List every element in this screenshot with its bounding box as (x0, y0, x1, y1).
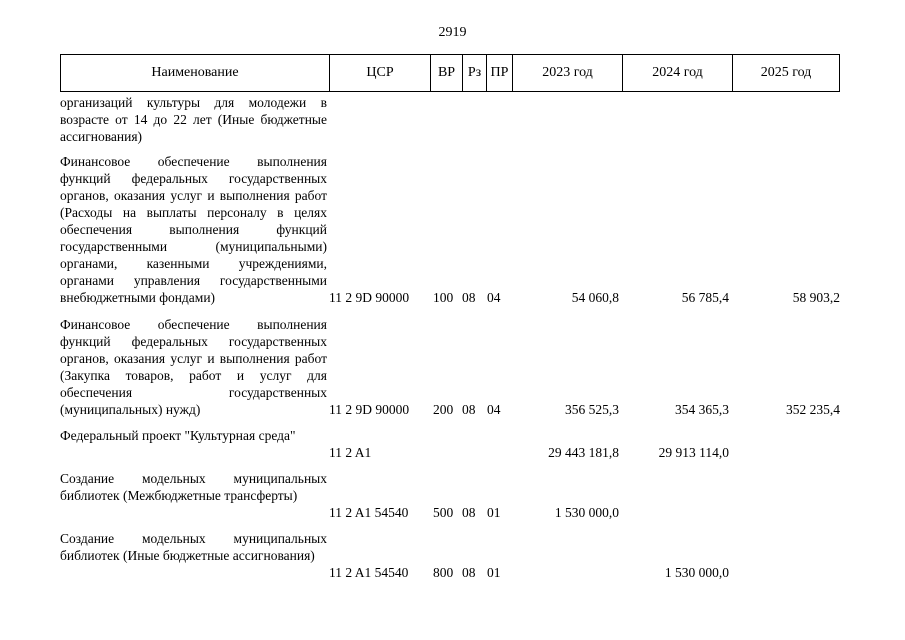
row-name: организаций культуры для молодежи в возрасте от 14 до 22 лет (Иные бюджетные ассигнования) (60, 95, 327, 144)
row-name: Финансовое обеспечение выполнения функций федеральных государственных органов, оказания услуг и выполнения работ (Закупка товаров, работ и услуг для обеспечения государственных (муниципальных) нужд) (60, 317, 327, 417)
row-2024: 1 530 000,0 (664, 565, 729, 580)
row-2023: 1 530 000,0 (554, 505, 619, 520)
header-name: Наименование (61, 55, 330, 91)
row-name: Создание модельных муниципальных библиотек (Иные бюджетные ассигнования) (60, 531, 327, 563)
row-2024: 354 365,3 (675, 402, 729, 417)
row-csr: 11 2 9D 90000 (329, 290, 410, 305)
table-row (60, 94, 840, 145)
row-rz: 08 (462, 290, 476, 305)
row-2023: 29 443 181,8 (548, 445, 619, 460)
page-number: 2919 (438, 25, 467, 40)
header-pr: ПР (487, 55, 513, 91)
row-name: Создание модельных муниципальных библиотек (Межбюджетные трансферты) (60, 471, 327, 503)
table-row (60, 470, 840, 521)
header-2024: 2024 год (623, 55, 733, 91)
row-2024: 29 913 114,0 (658, 445, 729, 460)
row-2025: 58 903,2 (792, 290, 840, 305)
row-2023: 54 060,8 (571, 290, 619, 305)
row-pr: 04 (487, 402, 501, 417)
header-rz: Рз (463, 55, 487, 91)
row-pr: 04 (487, 290, 501, 305)
row-vr: 200 (433, 402, 454, 417)
row-name: Федеральный проект "Культурная среда" (60, 428, 296, 443)
row-2024: 56 785,4 (681, 290, 729, 305)
table-row (60, 427, 840, 461)
row-2023: 356 525,3 (565, 402, 619, 417)
row-csr: 11 2 A1 54540 (329, 565, 409, 580)
row-rz: 08 (462, 565, 476, 580)
header-2025: 2025 год (760, 65, 812, 80)
row-vr: 500 (433, 505, 454, 520)
row-name: Финансовое обеспечение выполнения функций федеральных государственных органов, оказания услуг и выполнения работ (Расходы на выплаты персоналу в целях обеспечения выполнения функций государственными (муниципальными) органами, казенными учреждениями, органами управления государственными внебюджетными фондами) (60, 154, 327, 305)
row-pr: 01 (487, 505, 501, 520)
table-header (60, 54, 840, 92)
row-vr: 100 (433, 290, 454, 305)
row-csr: 11 2 A1 (329, 445, 372, 460)
header-csr: ЦСР (330, 55, 431, 91)
row-csr: 11 2 A1 54540 (329, 505, 409, 520)
header-2023: 2023 год (513, 55, 623, 91)
row-vr: 800 (433, 565, 454, 580)
row-rz: 08 (462, 505, 476, 520)
table-row (60, 316, 840, 418)
table-row (60, 530, 840, 581)
row-2025: 352 235,4 (786, 402, 840, 417)
row-rz: 08 (462, 402, 476, 417)
row-csr: 11 2 9D 90000 (329, 402, 410, 417)
table-row (60, 153, 840, 306)
header-vr: ВР (431, 55, 463, 91)
row-pr: 01 (487, 565, 501, 580)
